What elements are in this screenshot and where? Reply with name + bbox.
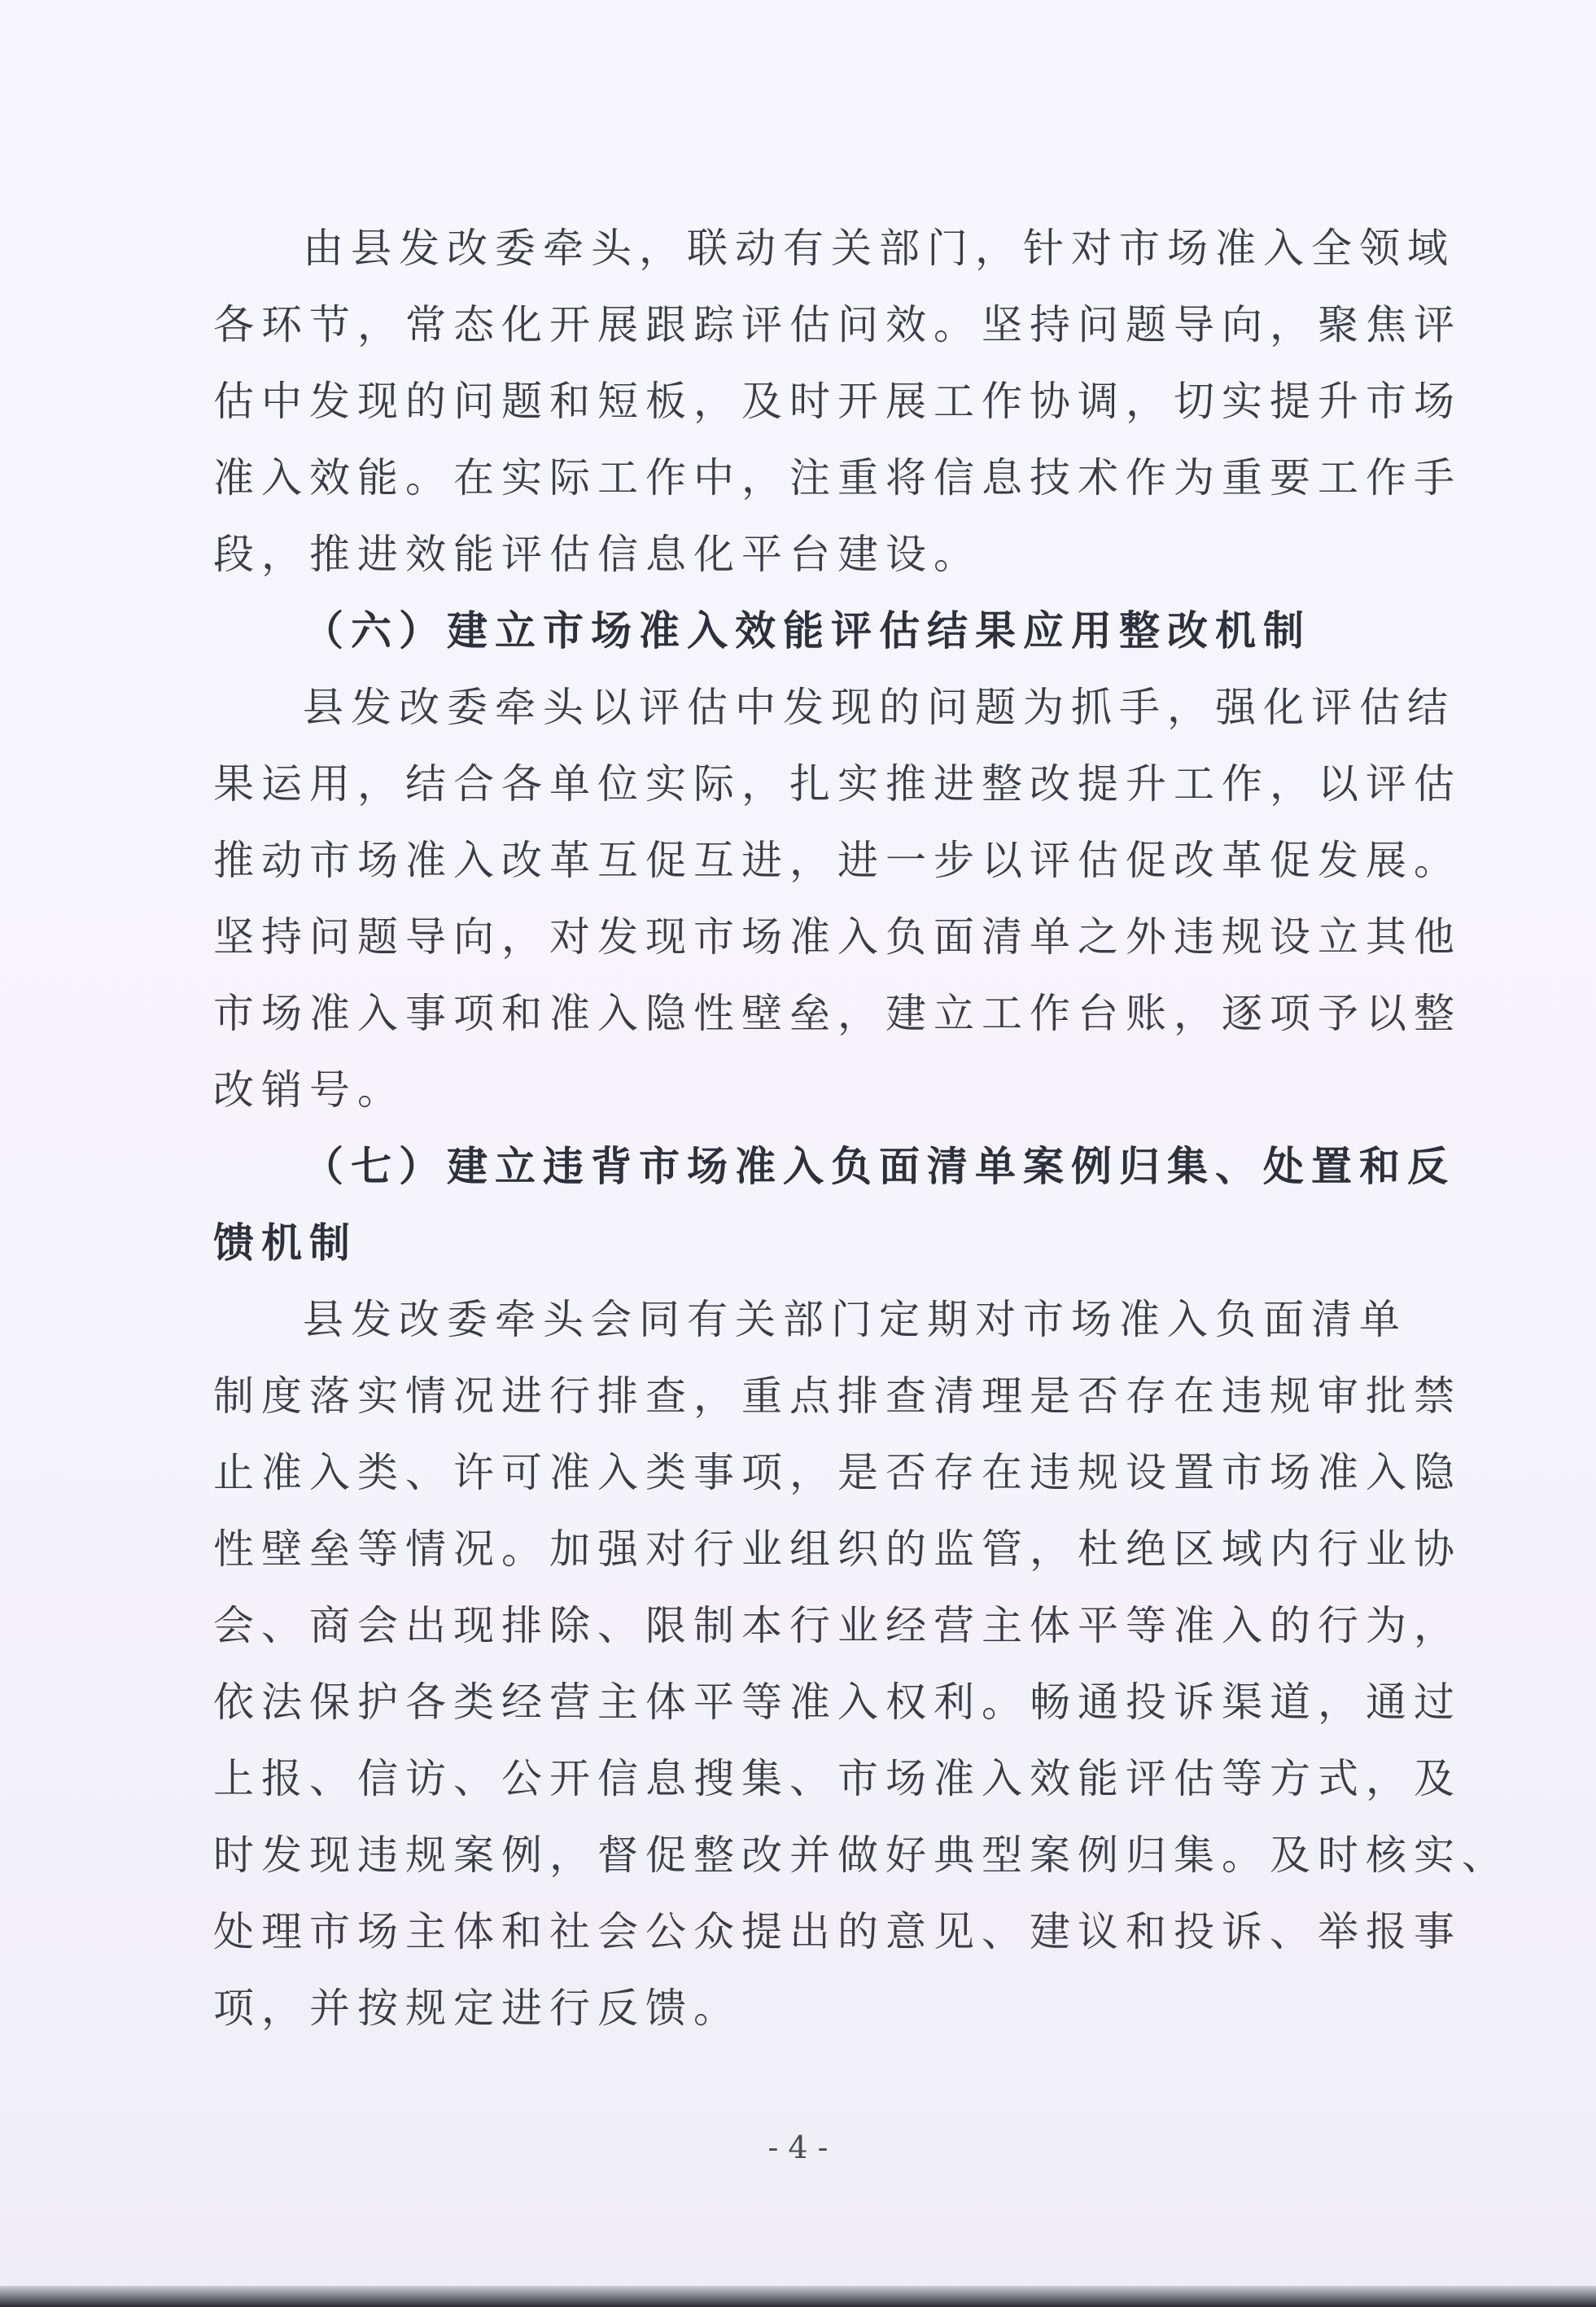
scan-bottom-edge [0,2286,1596,2307]
paragraph-line: 依法保护各类经营主体平等准入权利。畅通投诉渠道，通过 [213,1679,1462,1726]
paragraph-line: 段，推进效能评估信息化平台建设。 [213,531,982,578]
paragraph-line: 估中发现的问题和短板，及时开展工作协调，切实提升市场 [213,378,1462,425]
paragraph-line: 处理市场主体和社会公众提出的意见、建议和投诉、举报事 [213,1908,1462,1955]
paragraph-line: 果运用，结合各单位实际，扎实推进整改提升工作，以评估 [213,760,1462,808]
paragraph-line: 项，并按规定进行反馈。 [213,1985,741,2032]
section-heading-6: （六）建立市场准入效能评估结果应用整改机制 [303,607,1311,654]
paragraph-line: 时发现违规案例，督促整改并做好典型案例归集。及时核实、 [213,1832,1510,1879]
paragraph-line: 各环节，常态化开展跟踪评估问效。坚持问题导向，聚焦评 [213,301,1462,348]
section-heading-7-continued: 馈机制 [213,1219,357,1267]
paragraph-line: 上报、信访、公开信息搜集、市场准入效能评估等方式，及 [213,1755,1462,1802]
page-number: - 4 - [767,2130,829,2165]
paragraph-line: 坚持问题导向，对发现市场准入负面清单之外违规设立其他 [213,913,1462,961]
paragraph-line: 会、商会出现排除、限制本行业经营主体平等准入的行为， [213,1602,1462,1649]
paragraph-line: 县发改委牵头以评估中发现的问题为抓手，强化评估结 [303,684,1455,731]
document-body [213,210,1510,2047]
paragraph-line: 推动市场准入改革互促互进，进一步以评估促改革促发展。 [213,837,1462,884]
paragraph-line: 制度落实情况进行排查，重点排查清理是否存在违规审批禁 [213,1372,1462,1420]
paragraph-line: 止准入类、许可准入类事项，是否存在违规设置市场准入隐 [213,1449,1462,1496]
paragraph-line: 由县发改委牵头，联动有关部门，针对市场准入全领域 [303,225,1455,272]
paragraph-line: 性壁垒等情况。加强对行业组织的监管，杜绝区域内行业协 [213,1526,1462,1573]
paragraph-line: 准入效能。在实际工作中，注重将信息技术作为重要工作手 [213,454,1462,501]
section-heading-7: （七）建立违背市场准入负面清单案例归集、处置和反 [303,1143,1455,1190]
paragraph-line: 市场准入事项和准入隐性壁垒，建立工作台账，逐项予以整 [213,990,1462,1037]
paragraph-line: 县发改委牵头会同有关部门定期对市场准入负面清单 [303,1296,1407,1343]
paragraph-line: 改销号。 [213,1066,405,1114]
